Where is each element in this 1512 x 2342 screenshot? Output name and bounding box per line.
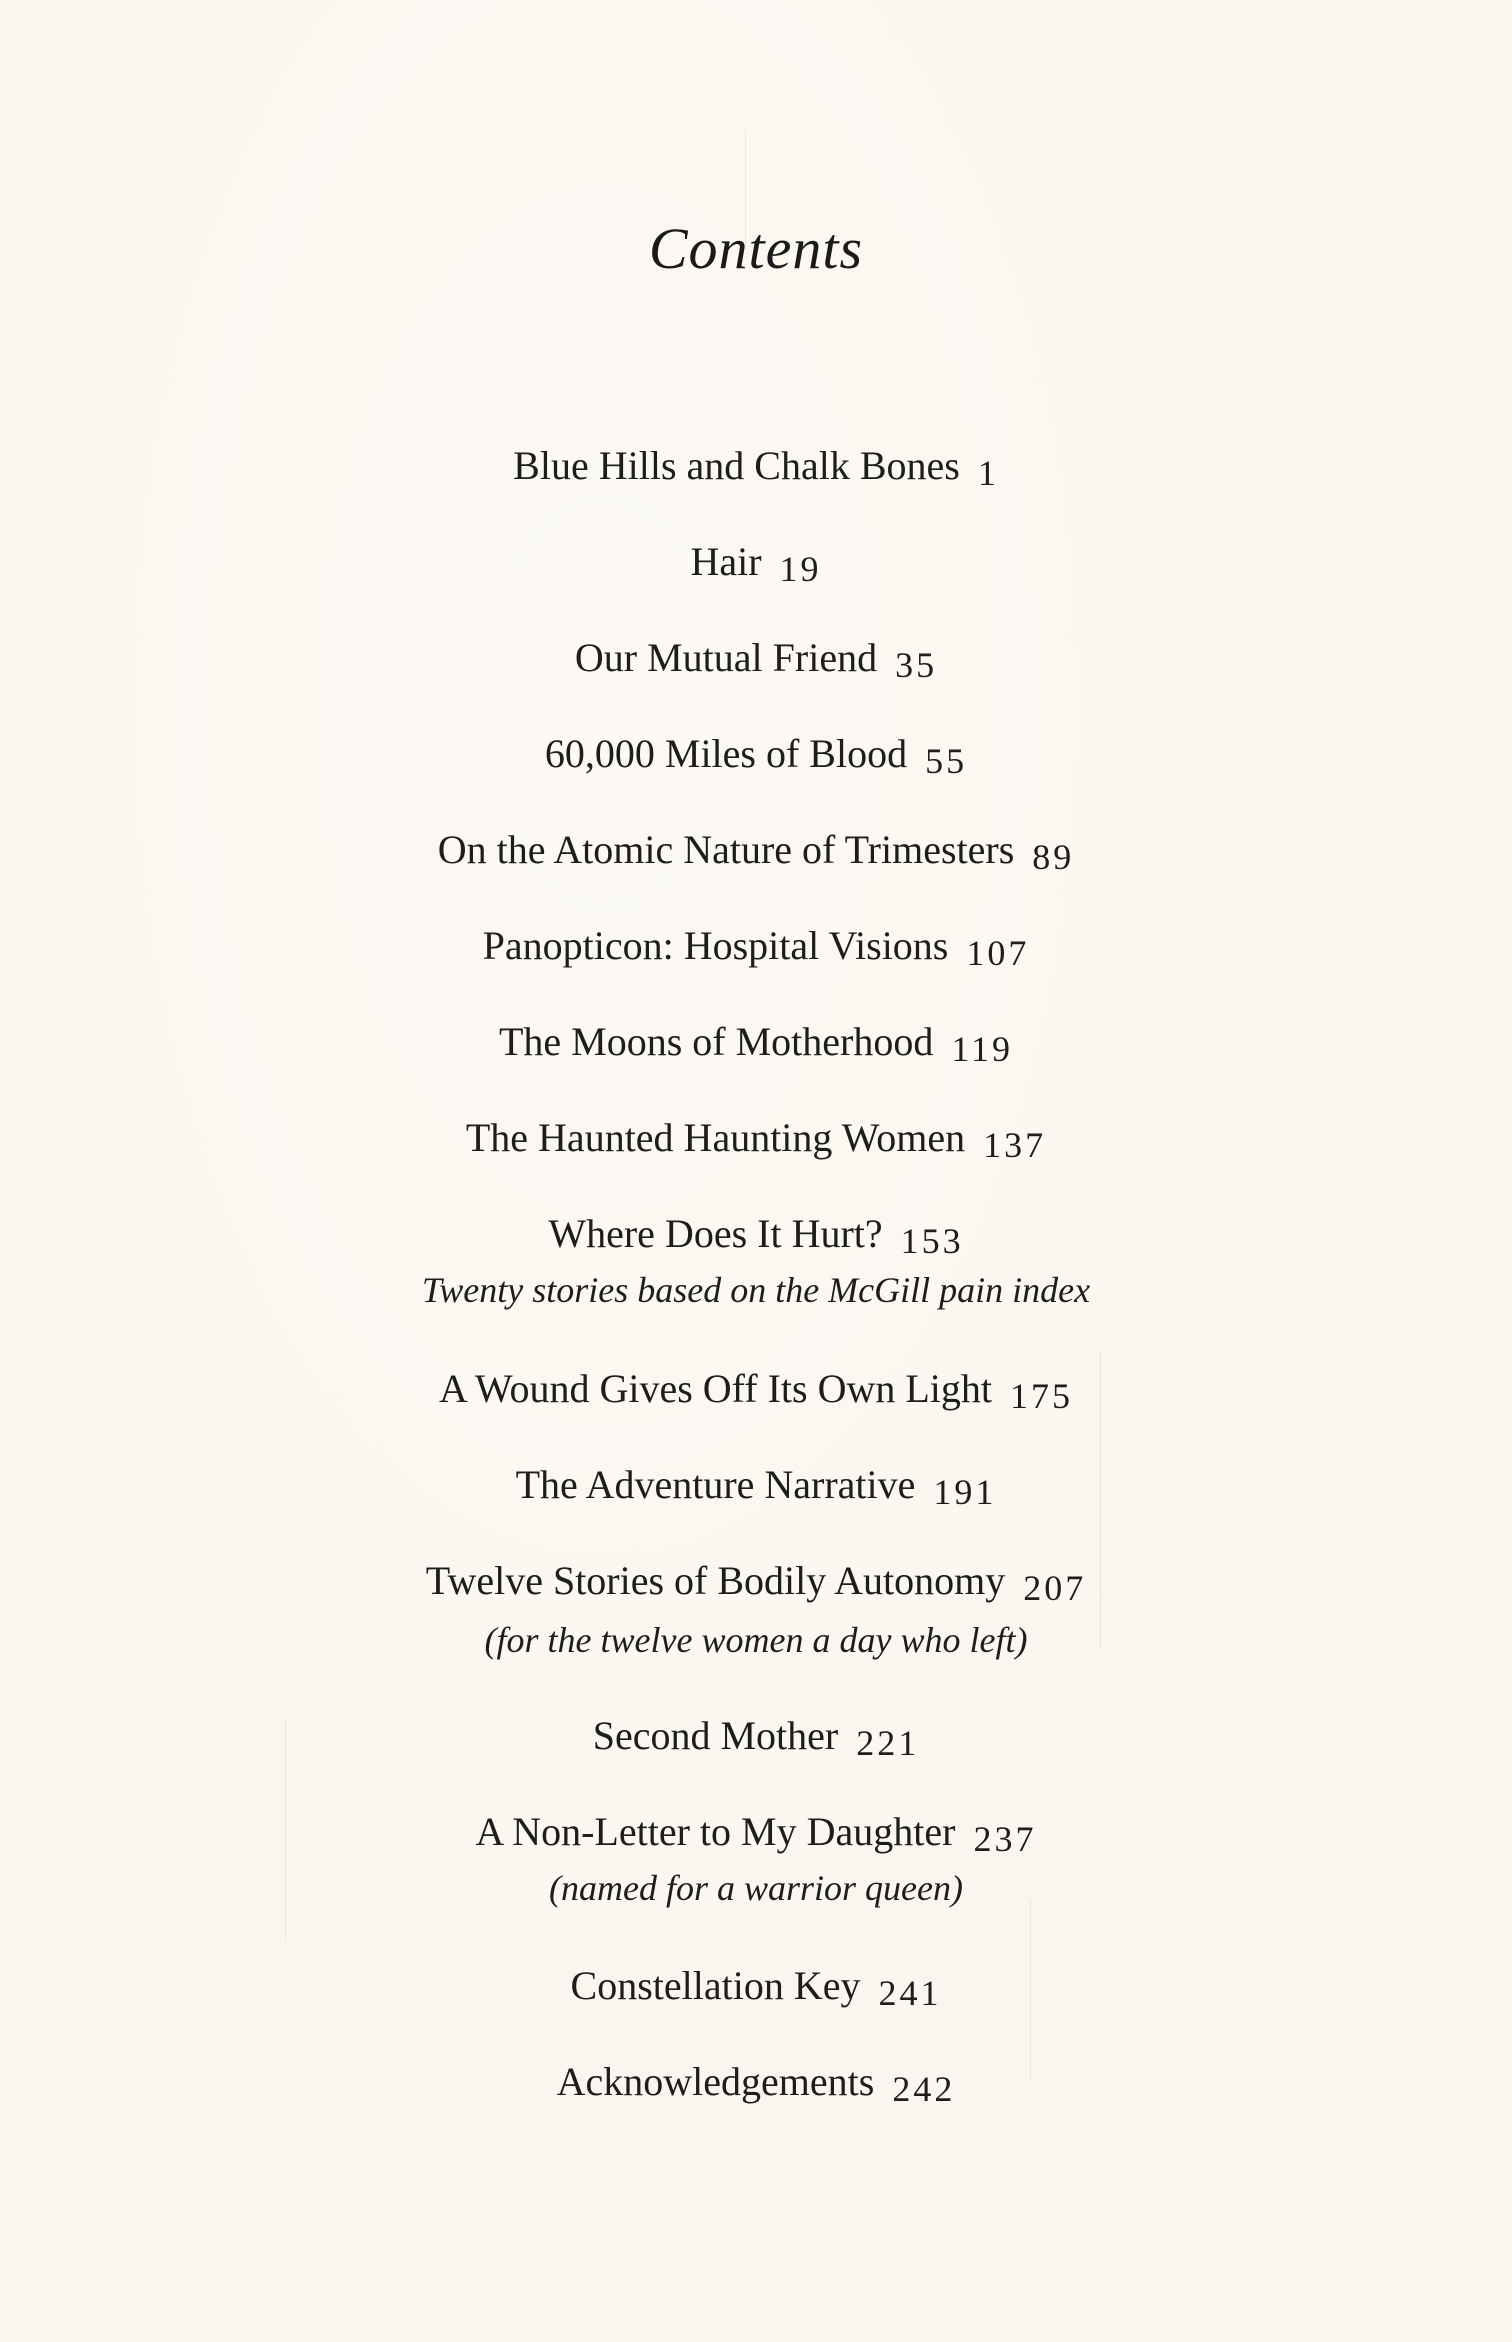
- toc-entry-page: 1: [977, 453, 999, 493]
- toc-entry-title: A Non-Letter to My Daughter: [475, 1809, 956, 1854]
- toc-entry-title: Acknowledgements: [556, 2059, 875, 2104]
- toc-entry-page: 89: [1032, 837, 1075, 877]
- toc-entry: [0, 536, 1512, 589]
- toc-entry: [0, 920, 1512, 973]
- toc-entry-title: Twelve Stories of Bodily Autonomy: [425, 1558, 1006, 1603]
- toc-entry-title: A Wound Gives Off Its Own Light: [438, 1366, 993, 1411]
- toc-entry: [0, 1710, 1512, 1763]
- toc-entry-title: Panopticon: Hospital Visions: [482, 923, 949, 968]
- toc-entry-page: 175: [1010, 1376, 1074, 1416]
- toc-entry: [0, 632, 1512, 685]
- toc-entry-page: 241: [878, 1973, 942, 2013]
- toc-entry-page: 19: [779, 549, 822, 589]
- toc-entry-title: 60,000 Miles of Blood: [544, 731, 908, 776]
- toc-entry-page: 237: [973, 1819, 1037, 1859]
- toc-entry-page: 107: [966, 933, 1030, 973]
- toc-entry-subtitle: Twenty stories based on the McGill pain index: [421, 1270, 1091, 1310]
- toc-entry-title: The Haunted Haunting Women: [465, 1115, 966, 1160]
- toc-entry-page: 35: [895, 645, 938, 685]
- toc-entry-page: 137: [983, 1125, 1047, 1165]
- toc-entry: [0, 2056, 1512, 2109]
- toc-entry-title: Our Mutual Friend: [574, 635, 878, 680]
- toc-entry-page: 221: [856, 1723, 920, 1763]
- toc-entry: [0, 1960, 1512, 2013]
- toc-entry-page: 153: [900, 1221, 964, 1261]
- toc-entry-page: 119: [951, 1029, 1014, 1069]
- toc-entry: [0, 1555, 1512, 1608]
- toc-entry: [0, 440, 1512, 493]
- toc-entry-title: Blue Hills and Chalk Bones: [513, 443, 960, 488]
- toc-entry-title: Hair: [690, 539, 762, 584]
- toc-entry-page: 242: [892, 2069, 956, 2109]
- toc-entry: [0, 1806, 1512, 1859]
- toc-entry: [0, 824, 1512, 877]
- toc-entry-title: Second Mother: [592, 1713, 839, 1758]
- toc-entry-subtitle: (named for a warrior queen): [549, 1868, 963, 1908]
- toc-entry-subtitle: (for the twelve women a day who left): [484, 1620, 1028, 1660]
- toc-entry-page: 55: [925, 741, 968, 781]
- toc-entry-title: The Moons of Motherhood: [498, 1019, 934, 1064]
- toc-entry: [0, 1363, 1512, 1416]
- toc-entry-page: 191: [933, 1472, 997, 1512]
- toc-entry-title: Where Does It Hurt?: [548, 1211, 883, 1256]
- toc-entry-page: 207: [1023, 1568, 1087, 1608]
- toc-entry: [0, 1112, 1512, 1165]
- toc-entry-title: Constellation Key: [570, 1963, 861, 2008]
- toc-entry: [0, 728, 1512, 781]
- toc-entry: [0, 1016, 1512, 1069]
- toc-entry: [0, 1208, 1512, 1261]
- toc-entry-title: The Adventure Narrative: [515, 1462, 916, 1507]
- toc-entry-title: On the Atomic Nature of Trimesters: [437, 827, 1015, 872]
- toc-entry: [0, 1459, 1512, 1512]
- page-title: Contents: [648, 216, 864, 281]
